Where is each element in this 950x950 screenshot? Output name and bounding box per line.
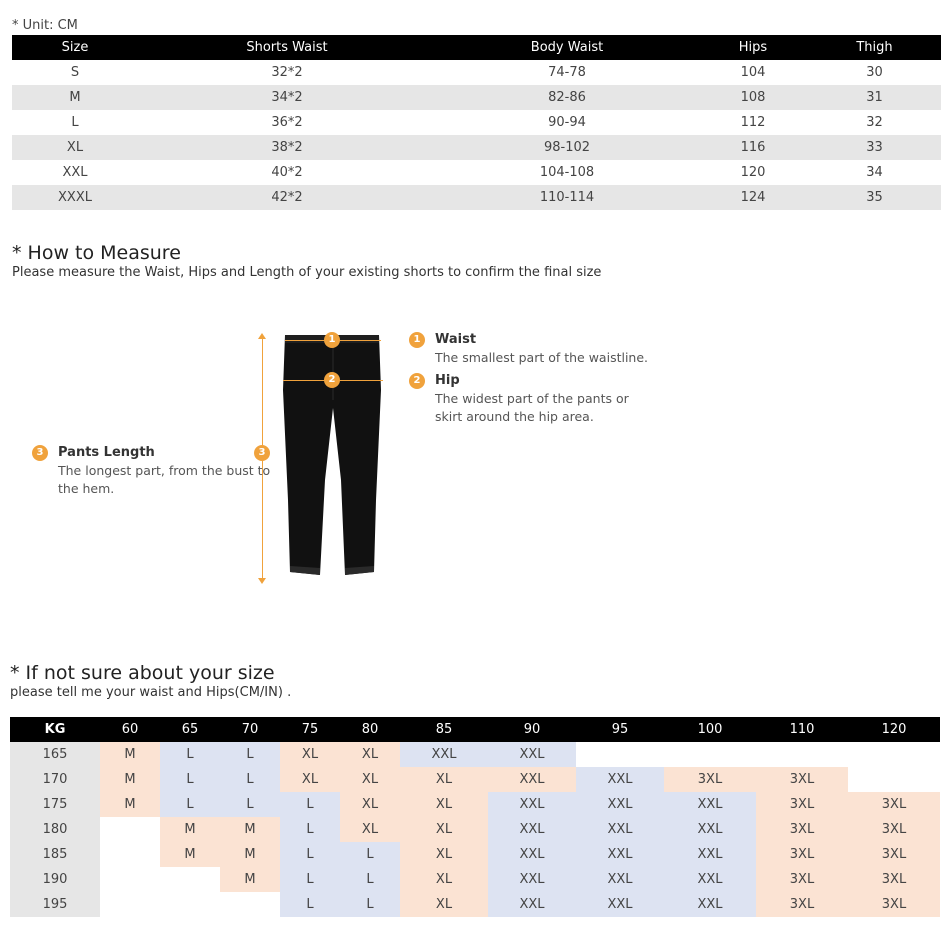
size-cell: XXL	[400, 742, 488, 767]
waist-label: Waist	[435, 332, 477, 347]
size-cell: M	[100, 742, 160, 767]
size-cell	[220, 892, 280, 917]
size-cell: L	[280, 792, 340, 817]
hips-cell: 108	[698, 85, 808, 110]
weight-header: 110	[756, 717, 848, 742]
table-row	[12, 85, 941, 110]
thigh-cell: 35	[808, 185, 941, 210]
hips-cell: 104	[740, 65, 766, 80]
thigh-cell: 34	[866, 165, 883, 180]
col-header-hips: Hips	[698, 35, 808, 60]
col-header-shorts-waist: Shorts Waist	[138, 35, 436, 60]
table-row	[10, 767, 940, 792]
shorts-waist-cell: 34*2	[138, 85, 436, 110]
body-waist-cell: 74-78	[548, 65, 586, 80]
size-cell: 3XL	[848, 817, 940, 842]
body-waist-cell: 104-108	[539, 165, 595, 180]
shorts-waist-cell: 38*2	[138, 135, 436, 160]
arrow-up-icon	[258, 333, 266, 339]
size-cell: L	[160, 767, 220, 792]
table-row	[10, 892, 940, 917]
thigh-cell: 30	[866, 65, 883, 80]
weight-header: 70	[220, 717, 280, 742]
shorts-waist-cell: 36*2	[271, 115, 303, 130]
size-cell: 3XL	[756, 842, 848, 867]
size-cell: 3XL	[664, 767, 756, 792]
size-cell: M	[12, 85, 138, 110]
arrow-down-icon	[258, 578, 266, 584]
size-cell: XL	[340, 742, 400, 767]
hip-label: Hip	[435, 373, 460, 388]
waist-number-badge: 1	[324, 332, 340, 348]
size-cell: M	[220, 817, 280, 842]
weight-header: 60	[100, 717, 160, 742]
size-cell	[100, 842, 160, 867]
size-cell: L	[280, 817, 340, 842]
size-cell: XXL	[664, 892, 756, 917]
waist-legend-badge: 1	[409, 332, 425, 348]
description-line: skirt around the hip area.	[435, 409, 594, 424]
size-cell	[100, 892, 160, 917]
col-header-body-waist: Body Waist	[436, 35, 698, 60]
height-cell: 195	[10, 892, 100, 917]
body-waist-cell: 110-114	[436, 185, 698, 210]
size-cell: M	[100, 792, 160, 817]
size-cell: XL	[400, 767, 488, 792]
col-header-size: Size	[12, 35, 138, 60]
table-row	[12, 160, 941, 185]
table-row	[12, 110, 941, 135]
size-cell	[576, 742, 664, 767]
size-cell: XXL	[488, 742, 576, 767]
size-cell: XXL	[664, 792, 756, 817]
size-cell: L	[280, 842, 340, 867]
size-cell: XL	[280, 767, 340, 792]
size-cell: XXL	[576, 867, 664, 892]
body-waist-cell: 90-94	[548, 115, 586, 130]
size-cell: L	[160, 742, 220, 767]
size-cell: XXL	[576, 767, 664, 792]
body-waist-cell: 98-102	[436, 135, 698, 160]
height-cell: 170	[10, 767, 100, 792]
size-cell: 3XL	[756, 817, 848, 842]
waist-description	[435, 349, 648, 367]
length-legend-badge: 3	[32, 445, 48, 461]
weight-header: 80	[340, 717, 400, 742]
weight-height-size-table	[10, 717, 940, 917]
size-cell: XXL	[488, 767, 576, 792]
how-to-measure-subtitle: Please measure the Waist, Hips and Length of your existing shorts to confirm the final size	[12, 265, 602, 280]
table-row	[10, 867, 940, 892]
size-cell: L	[220, 742, 280, 767]
table-row	[12, 60, 941, 85]
hips-cell: 112	[740, 115, 766, 130]
size-cell: M	[100, 767, 160, 792]
table-row	[12, 185, 941, 210]
description-line: The smallest part of the waistline.	[435, 350, 649, 365]
weight-header: 90	[488, 717, 576, 742]
size-cell: XXL	[488, 892, 576, 917]
size-cell: XXXL	[12, 185, 138, 210]
size-cell: L	[280, 892, 340, 917]
size-cell: L	[220, 792, 280, 817]
size-cell: XXL	[576, 892, 664, 917]
table-row	[10, 792, 940, 817]
size-cell: XXL	[62, 165, 88, 180]
height-cell: 180	[10, 817, 100, 842]
weight-header: 75	[280, 717, 340, 742]
size-cell: XL	[280, 742, 340, 767]
size-cell: XXL	[576, 792, 664, 817]
size-cell: XXL	[488, 817, 576, 842]
size-advice-title: * If not sure about your size	[10, 662, 275, 684]
hip-number-badge: 2	[324, 372, 340, 388]
size-cell: L	[340, 892, 400, 917]
size-cell: XL	[12, 135, 138, 160]
height-cell: 190	[10, 867, 100, 892]
size-cell: XL	[400, 867, 488, 892]
size-cell	[160, 867, 220, 892]
size-cell: 3XL	[756, 867, 848, 892]
size-cell: L	[340, 842, 400, 867]
size-cell	[664, 742, 756, 767]
table-row	[10, 842, 940, 867]
unit-note: * Unit: CM	[12, 18, 78, 33]
size-cell: XXL	[576, 842, 664, 867]
pants-length-label: Pants Length	[58, 445, 155, 460]
size-cell: M	[160, 817, 220, 842]
pants-icon	[278, 330, 388, 582]
how-to-measure-title: * How to Measure	[12, 242, 181, 264]
size-cell: L	[220, 767, 280, 792]
size-cell: XXL	[664, 817, 756, 842]
size-cell: XL	[400, 792, 488, 817]
size-cell	[756, 742, 848, 767]
size-cell: XXL	[576, 817, 664, 842]
size-cell	[848, 742, 940, 767]
size-cell: 3XL	[848, 792, 940, 817]
size-cell: XL	[400, 842, 488, 867]
size-cell: XL	[340, 767, 400, 792]
size-cell	[160, 892, 220, 917]
height-cell: 165	[10, 742, 100, 767]
size-cell: XL	[340, 817, 400, 842]
size-chart-table	[12, 35, 941, 210]
size-cell	[100, 817, 160, 842]
size-cell	[848, 767, 940, 792]
size-cell: M	[220, 867, 280, 892]
size-cell: 3XL	[848, 842, 940, 867]
kg-header: KG	[10, 717, 100, 742]
hips-cell: 116	[698, 135, 808, 160]
hip-legend-badge: 2	[409, 373, 425, 389]
size-cell: 3XL	[756, 892, 848, 917]
size-cell: M	[160, 842, 220, 867]
table-row	[10, 817, 940, 842]
description-line: The longest part, from the bust to	[58, 463, 271, 478]
size-cell	[100, 867, 160, 892]
size-cell: 3XL	[848, 867, 940, 892]
size-cell: XXL	[488, 792, 576, 817]
shorts-waist-cell: 42*2	[138, 185, 436, 210]
weight-header: 120	[848, 717, 940, 742]
table-row	[12, 135, 941, 160]
body-waist-cell: 82-86	[436, 85, 698, 110]
weight-header: 65	[160, 717, 220, 742]
hips-cell: 124	[698, 185, 808, 210]
shorts-waist-cell: 40*2	[271, 165, 303, 180]
size-cell: 3XL	[756, 767, 848, 792]
size-cell: XL	[400, 817, 488, 842]
size-chart-header	[12, 35, 941, 60]
length-number-badge: 3	[254, 445, 270, 461]
hip-description	[435, 390, 629, 426]
size-cell: XXL	[664, 867, 756, 892]
size-cell: M	[220, 842, 280, 867]
description-line: The widest part of the pants or	[435, 391, 629, 406]
col-header-thigh: Thigh	[808, 35, 941, 60]
description-line: the hem.	[58, 481, 115, 496]
height-cell: 185	[10, 842, 100, 867]
table-row	[10, 742, 940, 767]
size-cell: L	[160, 792, 220, 817]
weight-header: 95	[576, 717, 664, 742]
size-cell: L	[340, 867, 400, 892]
size-cell: XXL	[488, 842, 576, 867]
pants-length-description	[58, 462, 270, 498]
size-cell: L	[71, 115, 79, 130]
size-cell: XXL	[664, 842, 756, 867]
size-cell: XXL	[488, 867, 576, 892]
shorts-waist-cell: 32*2	[271, 65, 303, 80]
size-cell: 3XL	[848, 892, 940, 917]
height-cell: 175	[10, 792, 100, 817]
size-cell: S	[70, 65, 80, 80]
size-cell: 3XL	[756, 792, 848, 817]
hips-cell: 120	[740, 165, 766, 180]
size-cell: L	[280, 867, 340, 892]
thigh-cell: 33	[808, 135, 941, 160]
weight-header: 85	[400, 717, 488, 742]
thigh-cell: 32	[866, 115, 883, 130]
thigh-cell: 31	[808, 85, 941, 110]
size-cell: XL	[340, 792, 400, 817]
weight-header-row	[10, 717, 940, 742]
weight-header: 100	[664, 717, 756, 742]
size-advice-subtitle: please tell me your waist and Hips(CM/IN) .	[10, 685, 292, 700]
size-cell: XL	[400, 892, 488, 917]
